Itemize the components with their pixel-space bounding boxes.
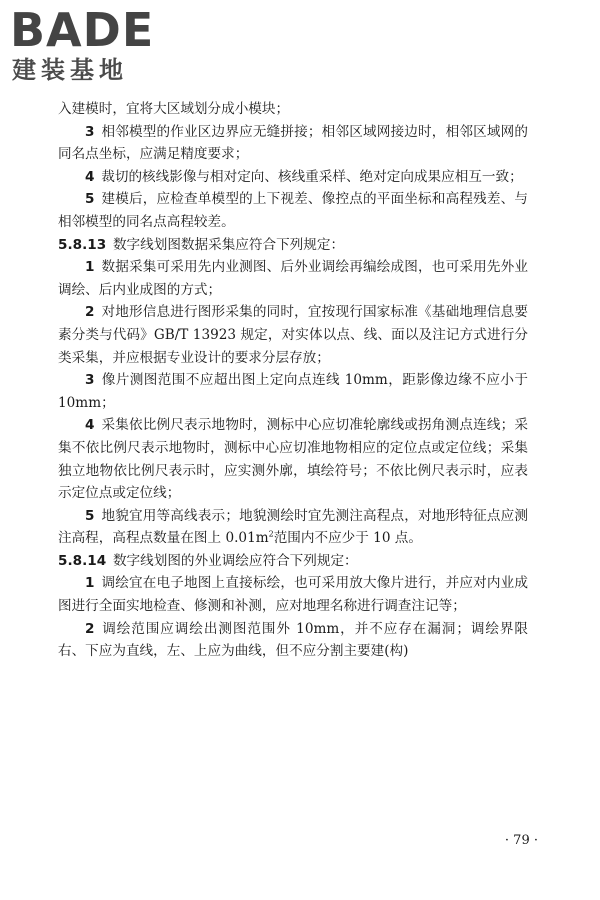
document-body	[58, 98, 528, 663]
clause-number: 5.8.14	[58, 552, 107, 569]
clause-heading: 5.8.13 数字线划图数据采集应符合下列规定：	[58, 236, 345, 253]
item-number: 5	[85, 191, 95, 208]
item-number: 1	[85, 575, 95, 592]
item-number: 4	[85, 168, 95, 185]
item-number: 2	[85, 304, 95, 321]
item-number: 1	[85, 259, 95, 276]
paragraph: 2 调绘范围应调绘出测图范围外 10mm，并不应存在漏洞；调绘界限右、下应为直线，左、上应为曲线，但不应分割主要建(构)	[58, 620, 528, 660]
paragraph: 2 对地形信息进行图形采集的同时，宜按现行国家标准《基础地理信息要素分类与代码》GB/T 13923 规定，对实体以点、线、面以及注记方式进行分类采集，并应根据专业设计的要求分层存放；	[58, 304, 528, 366]
clause-number: 5.8.13	[58, 236, 107, 253]
page-number: · 79 ·	[504, 833, 538, 848]
paragraph: 5 建模后，应检查单模型的上下视差、像控点的平面坐标和高程残差、与相邻模型的同名点高程较差。	[58, 191, 528, 230]
paragraph: 4 采集依比例尺表示地物时，测标中心应切准轮廓线或拐角测点连线；采集不依比例尺表示地物时，测标中心应切准地物相应的定位点或定位线；采集独立地物依比例尺表示时，应实测外廓，填绘符号；不依比例尺表示时，应表示定位点或定位线；	[58, 417, 528, 502]
paragraph: 3 相邻模型的作业区边界应无缝拼接；相邻区域网接边时，相邻区域网的同名点坐标，应满足精度要求；	[58, 123, 528, 163]
item-number: 3	[85, 372, 95, 389]
bade-logo	[10, 3, 180, 86]
item-number: 5	[85, 507, 95, 524]
paragraph: 1 调绘宜在电子地图上直接标绘，也可采用放大像片进行，并应对内业成图进行全面实地检查、修测和补测，应对地理名称进行调查注记等；	[58, 575, 528, 615]
item-number: 3	[85, 123, 95, 140]
paragraph: 1 数据采集可采用先内业测图、后外业调绘再编绘成图，也可采用先外业调绘、后内业成图的方式；	[58, 259, 528, 298]
item-number: 4	[85, 417, 95, 434]
item-number: 2	[85, 620, 95, 637]
paragraph: 5 地貌宜用等高线表示；地貌测绘时宜先测注高程点，对地形特征点应测注高程，高程点数量在图上 $0.01m^2$范围内不应少于 10 点。	[58, 507, 528, 547]
paragraph: 4 裁切的核线影像与相对定向、核线重采样、绝对定向成果应相互一致；	[85, 168, 523, 185]
clause-heading: 5.8.14 数字线划图的外业调绘应符合下列规定：	[58, 552, 358, 569]
logo-subtitle: 建装基地	[12, 56, 128, 84]
paragraph: 入建模时，宜将大区域划分成小模块；	[58, 101, 290, 117]
paragraph: 3 像片测图范围不应超出图上定向点连线 10mm，距影像边缘不应小于 10mm；	[58, 372, 528, 411]
logo-word: BADE	[10, 3, 155, 57]
